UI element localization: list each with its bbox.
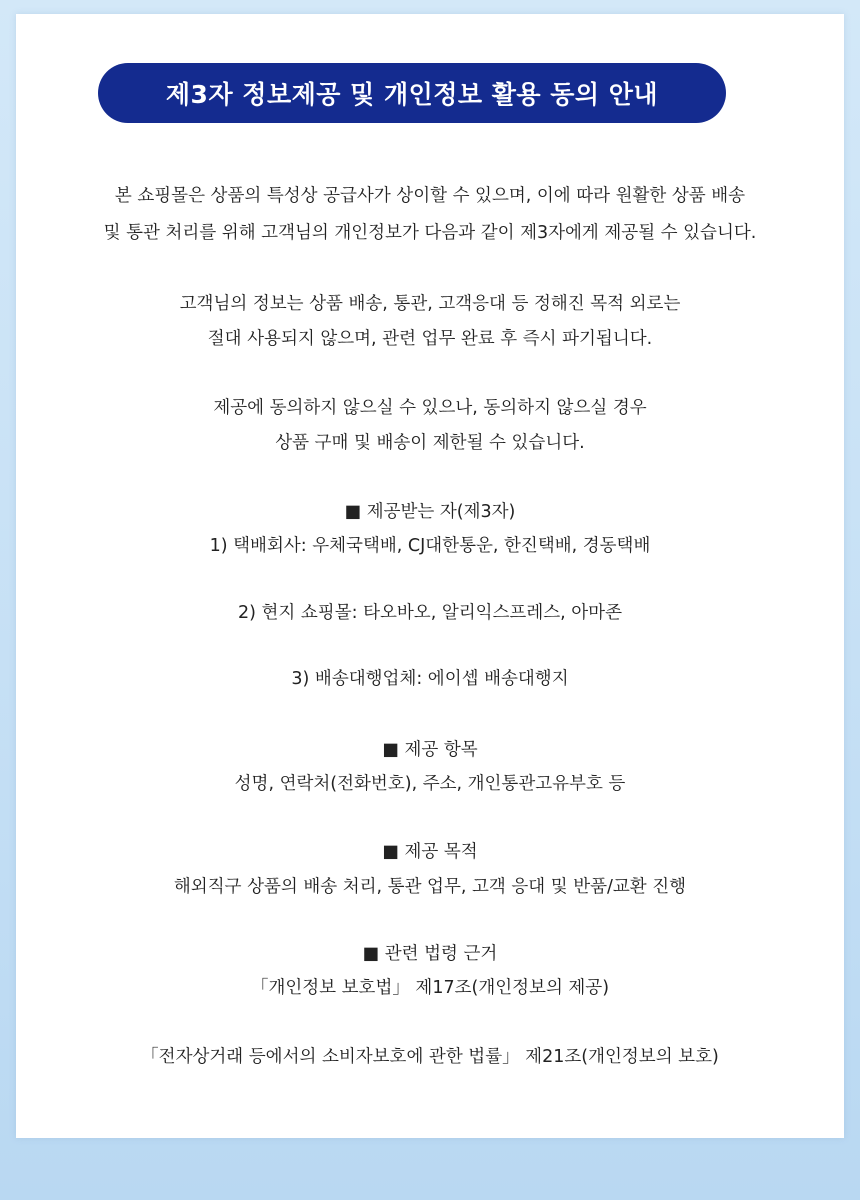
refusal-line-1: 제공에 동의하지 않으실 수 있으나, 동의하지 않으실 경우: [213, 398, 647, 418]
page-title: 제3자 정보제공 및 개인정보 활용 동의 안내: [165, 80, 659, 109]
recipients-heading: ■ 제공받는 자(제3자): [344, 502, 516, 522]
notice-card: [16, 14, 844, 1138]
intro-line-1: 본 쇼핑몰은 상품의 특성상 공급사가 상이할 수 있으며, 이에 따라 원활한 상품 배송: [114, 186, 746, 206]
legal-heading: ■ 관련 법령 근거: [362, 944, 498, 964]
purpose-heading: ■ 제공 목적: [382, 842, 478, 862]
legal-law-2: 「전자상거래 등에서의 소비자보호에 관한 법률」 제21조(개인정보의 보호): [141, 1047, 719, 1067]
usage-line-1: 고객님의 정보는 상품 배송, 통관, 고객응대 등 정해진 목적 외로는: [179, 294, 681, 314]
recipient-forwarder: 3) 배송대행업체: 에이셉 배송대행지: [291, 669, 569, 689]
items-heading: ■ 제공 항목: [382, 740, 478, 760]
items-text: 성명, 연락처(전화번호), 주소, 개인통관고유부호 등: [234, 774, 626, 794]
intro-line-2: 및 통관 처리를 위해 고객님의 개인정보가 다음과 같이 제3자에게 제공될 수 있습니다.: [103, 223, 757, 243]
legal-law-1: 「개인정보 보호법」 제17조(개인정보의 제공): [250, 978, 610, 998]
purpose-text: 해외직구 상품의 배송 처리, 통관 업무, 고객 응대 및 반품/교환 진행: [173, 877, 687, 897]
recipient-couriers: 1) 택배회사: 우체국택배, CJ대한통운, 한진택배, 경동택배: [209, 536, 651, 556]
recipient-local-malls: 2) 현지 쇼핑몰: 타오바오, 알리익스프레스, 아마존: [238, 603, 622, 623]
refusal-line-2: 상품 구매 및 배송이 제한될 수 있습니다.: [275, 433, 585, 453]
usage-line-2: 절대 사용되지 않으며, 관련 업무 완료 후 즉시 파기됩니다.: [207, 329, 653, 349]
title-banner: [98, 63, 726, 123]
